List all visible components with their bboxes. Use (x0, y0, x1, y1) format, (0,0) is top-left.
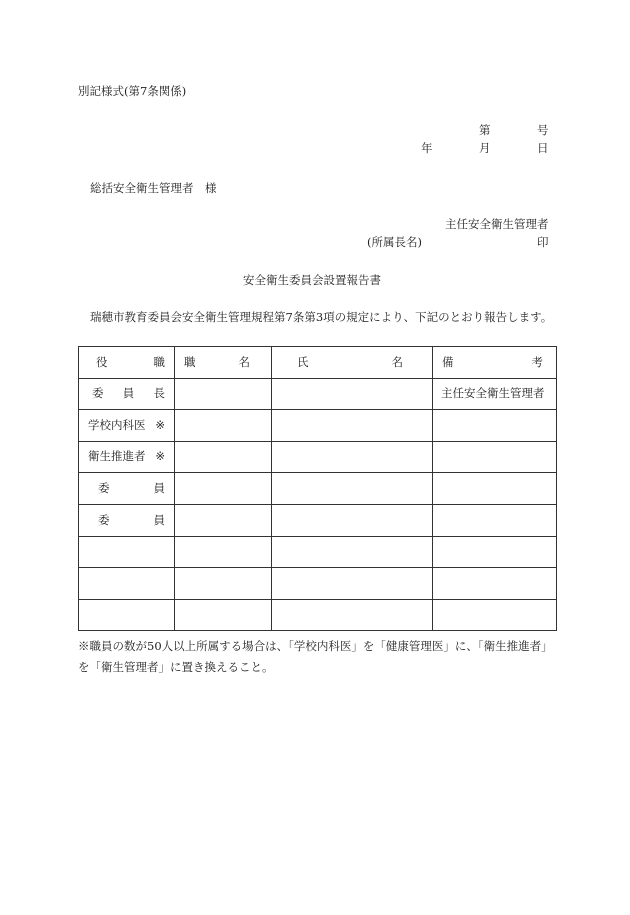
cell-role (79, 504, 175, 536)
cell-post (175, 568, 272, 600)
cell-remarks: 主任安全衛生管理者 (433, 378, 557, 410)
cell-remarks (433, 568, 557, 600)
cell-post (175, 378, 272, 410)
document-title: 安全衛生委員会設置報告書 (243, 273, 381, 287)
cell-role (79, 568, 175, 600)
seal-mark: 印 (537, 235, 549, 249)
table-row (79, 536, 557, 568)
cell-post (175, 536, 272, 568)
role-text: 員 (153, 480, 165, 495)
cell-name (272, 378, 433, 410)
cell-post (175, 410, 272, 442)
header-post (175, 347, 272, 379)
sender-name-label: (所属長名) (367, 235, 422, 249)
header-char: 考 (531, 354, 543, 369)
role-text: 委 (92, 386, 104, 401)
cell-name (272, 599, 433, 631)
table-row (79, 378, 557, 410)
cell-name (272, 568, 433, 600)
role-text: 衛生推進者 (88, 449, 146, 464)
cell-post (175, 441, 272, 473)
cell-remarks (433, 536, 557, 568)
role-text: ※ (155, 417, 165, 432)
body-text: 瑞穂市教育委員会安全衛生管理規程第7条第3項の規定により、下記のとおり報告します。 (90, 310, 553, 324)
cell-remarks (433, 599, 557, 631)
table-row (79, 473, 557, 505)
cell-name (272, 536, 433, 568)
header-char: 氏 (297, 354, 309, 369)
role-text: 員 (153, 512, 165, 527)
cell-role (79, 599, 175, 631)
table-row (79, 568, 557, 600)
table-row (79, 599, 557, 631)
cell-remarks (433, 504, 557, 536)
cell-name (272, 473, 433, 505)
date-day: 日 (537, 141, 549, 155)
addressee: 総括安全衛生管理者 様 (90, 181, 217, 195)
cell-role (79, 473, 175, 505)
cell-post (175, 473, 272, 505)
header-char: 名 (391, 354, 403, 369)
role-text: 学校内科医 (88, 417, 146, 432)
date-year: 年 (421, 141, 433, 155)
cell-name (272, 441, 433, 473)
document-number-go: 号 (537, 123, 549, 137)
document-number-dai: 第 (479, 123, 491, 137)
header-char: 役 (96, 354, 108, 369)
form-label: 別記様式(第7条関係) (78, 84, 187, 98)
header-char: 職 (153, 354, 165, 369)
cell-post (175, 504, 272, 536)
cell-role (79, 536, 175, 568)
role-text: 委 (98, 480, 110, 495)
cell-role (79, 378, 175, 410)
footnote-line-2: を「衛生管理者」に置き換えること。 (78, 660, 274, 674)
role-text: 員 (122, 386, 135, 401)
role-text: 長 (153, 386, 165, 401)
role-text: ※ (155, 449, 165, 464)
table-row (79, 504, 557, 536)
cell-name (272, 504, 433, 536)
cell-role (79, 410, 175, 442)
cell-remarks (433, 473, 557, 505)
cell-remarks (433, 441, 557, 473)
header-char: 職 (184, 354, 196, 369)
date-month: 月 (479, 141, 491, 155)
committee-table (78, 346, 557, 631)
cell-role (79, 441, 175, 473)
table-row (79, 441, 557, 473)
header-remarks (433, 347, 557, 379)
cell-remarks (433, 410, 557, 442)
table-header-row (79, 347, 557, 379)
role-text: 委 (98, 512, 110, 527)
header-char: 備 (442, 354, 454, 369)
header-name (272, 347, 433, 379)
footnote (78, 636, 558, 678)
cell-name (272, 410, 433, 442)
footnote-line-1: ※職員の数が50人以上所属する場合は、「学校内科医」を「健康管理医」に、「衛生推進者」 (78, 639, 553, 653)
table-row (79, 410, 557, 442)
header-role (79, 347, 175, 379)
cell-post (175, 599, 272, 631)
sender-title: 主任安全衛生管理者 (445, 217, 549, 231)
header-char: 名 (238, 354, 250, 369)
